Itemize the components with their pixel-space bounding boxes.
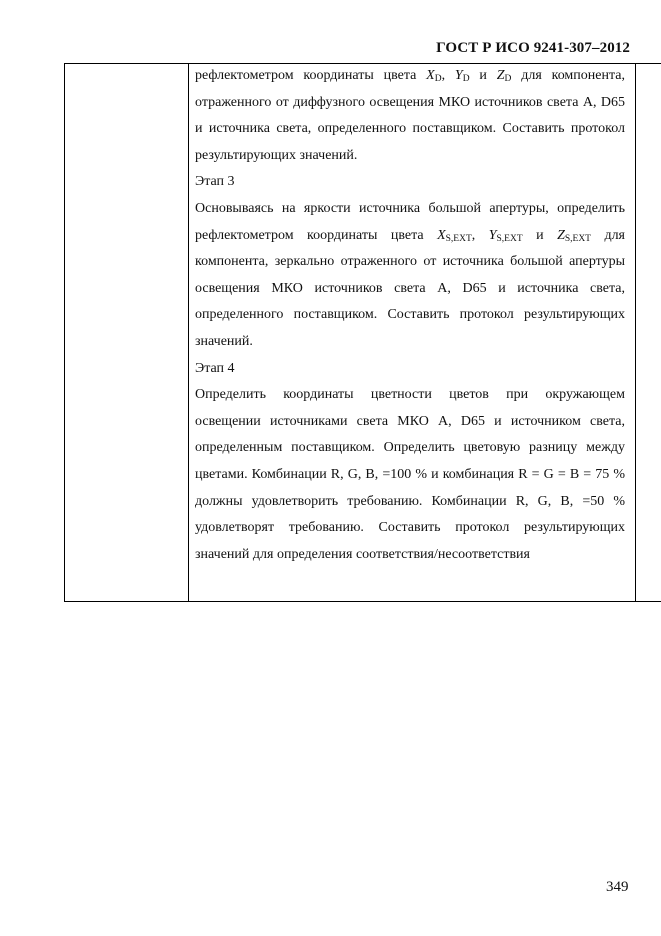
symbol-z: Z xyxy=(557,227,565,243)
content-table xyxy=(64,63,661,602)
symbol-x: X xyxy=(426,68,435,83)
table-cell-text xyxy=(195,63,625,568)
symbol-z: Z xyxy=(496,68,505,83)
text-run: и xyxy=(522,227,558,243)
text-run: для компонента, зеркально отраженного от источника большой апертуры освещения МКО источников света А, D65 и источника света, определенного поставщиком. Составить протокол результирующих значений. xyxy=(195,227,625,349)
text-run: рефлектометром координаты цвета xyxy=(195,68,427,83)
table-cell-left-empty xyxy=(64,63,188,602)
paragraph-stage4: Определить координаты цветности цветов при окружающем освещении источниками света МКО А, D65 и источником света, определенным поставщиком. Определить цветовую разницу между цветами. Комбинации R, G, B, =100 % и комбинация R = G = B = 75 % должны удовлетворить требованию. Комбинации R, G, B, =50 % удовлетворят требованию. Составить протокол результирующих значений для определения соответствия/несоответствия xyxy=(195,387,625,562)
text-run: для компонента, отраженного от диффузного освещения МКО источников света А, D65 и источника света, определенного поставщиком. Составить протокол результирующих значений. xyxy=(195,68,625,163)
paragraph-stage3 xyxy=(195,196,625,356)
subscript-d: D xyxy=(504,74,512,84)
subscript-d: D xyxy=(434,74,442,84)
text-run: , xyxy=(441,68,455,83)
column-divider-right xyxy=(635,63,636,602)
text-run: и xyxy=(469,68,497,83)
stage-3-title: Этап 3 xyxy=(195,174,235,190)
column-divider-left xyxy=(188,63,189,602)
subscript-s-ext: S,EXT xyxy=(496,233,523,244)
subscript-s-ext: S,EXT xyxy=(564,233,591,244)
page-number: 349 xyxy=(606,879,629,895)
table-cell-right-empty xyxy=(637,63,661,602)
symbol-x: X xyxy=(437,227,446,243)
stage-4-title: Этап 4 xyxy=(195,360,235,376)
subscript-d: D xyxy=(462,74,470,84)
symbol-y: Y xyxy=(454,68,463,83)
document-header: ГОСТ Р ИСО 9241-307–2012 xyxy=(436,40,630,56)
paragraph-stage2-continuation xyxy=(195,63,625,169)
symbol-y: Y xyxy=(488,227,497,243)
subscript-s-ext: S,EXT xyxy=(445,233,472,244)
text-run: , xyxy=(471,227,489,243)
text-run: Основываясь на яркости источника большой апертуры, определить рефлектометром координаты цвета xyxy=(195,200,625,243)
